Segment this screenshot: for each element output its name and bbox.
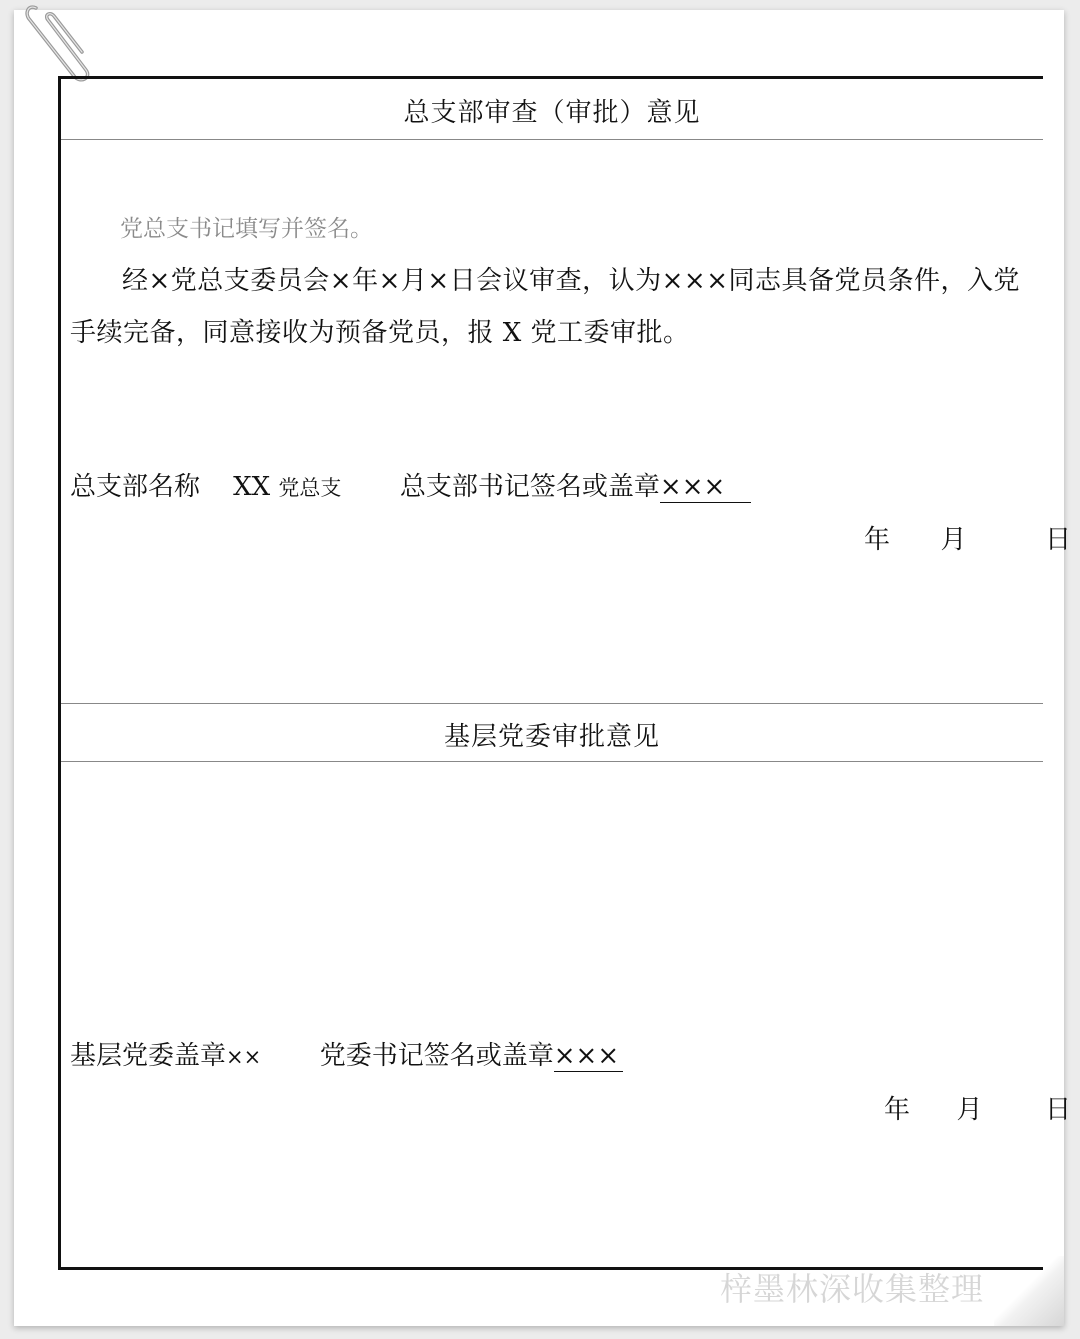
branch-secretary-signature: ××× (660, 472, 751, 503)
section2-top-divider (61, 703, 1043, 704)
section1-opinion-text: 经×党总支委员会×年×月×日会议审查，认为×××同志具备党员条件，入党手续完备，同意接收为预备党员，报 X 党工委审批。 (70, 266, 1020, 348)
branch-secretary-label: 总支部书记签名或盖章 (399, 472, 660, 502)
section1-title-divider (61, 139, 1043, 140)
section1-date (864, 519, 1071, 556)
watermark: 梓墨林深收集整理 (720, 1270, 985, 1308)
section1-title: 总支部审查（审批）意见 (403, 98, 701, 128)
paperclip-icon (22, 0, 92, 86)
section2-date (884, 1089, 1071, 1126)
section2-date-year: 年 (884, 1095, 911, 1125)
section2-title: 基层党委审批意见 (443, 722, 660, 752)
branch-name-value-suffix: 党总支 (278, 476, 342, 500)
section1-hint: 党总支书记填写并签名。 (120, 216, 373, 242)
section2-date-month: 月 (956, 1095, 983, 1125)
party-committee-seal-value: ×× (226, 1045, 262, 1069)
party-committee-seal-label: 基层党委盖章 (70, 1041, 227, 1071)
section2-date-day: 日 (1045, 1095, 1072, 1125)
committee-secretary-label: 党委书记签名或盖章 (319, 1041, 554, 1071)
section1-date-year: 年 (864, 525, 891, 555)
section1-signature-row (70, 466, 751, 503)
section1-date-day: 日 (1045, 525, 1072, 555)
branch-name-value-prefix: XX (233, 472, 271, 502)
committee-secretary-signature: ××× (554, 1041, 623, 1072)
section1-date-month: 月 (940, 525, 967, 555)
section2-title-divider (61, 761, 1043, 762)
branch-name-label: 总支部名称 (70, 472, 201, 502)
section2-signature-row (70, 1035, 623, 1072)
